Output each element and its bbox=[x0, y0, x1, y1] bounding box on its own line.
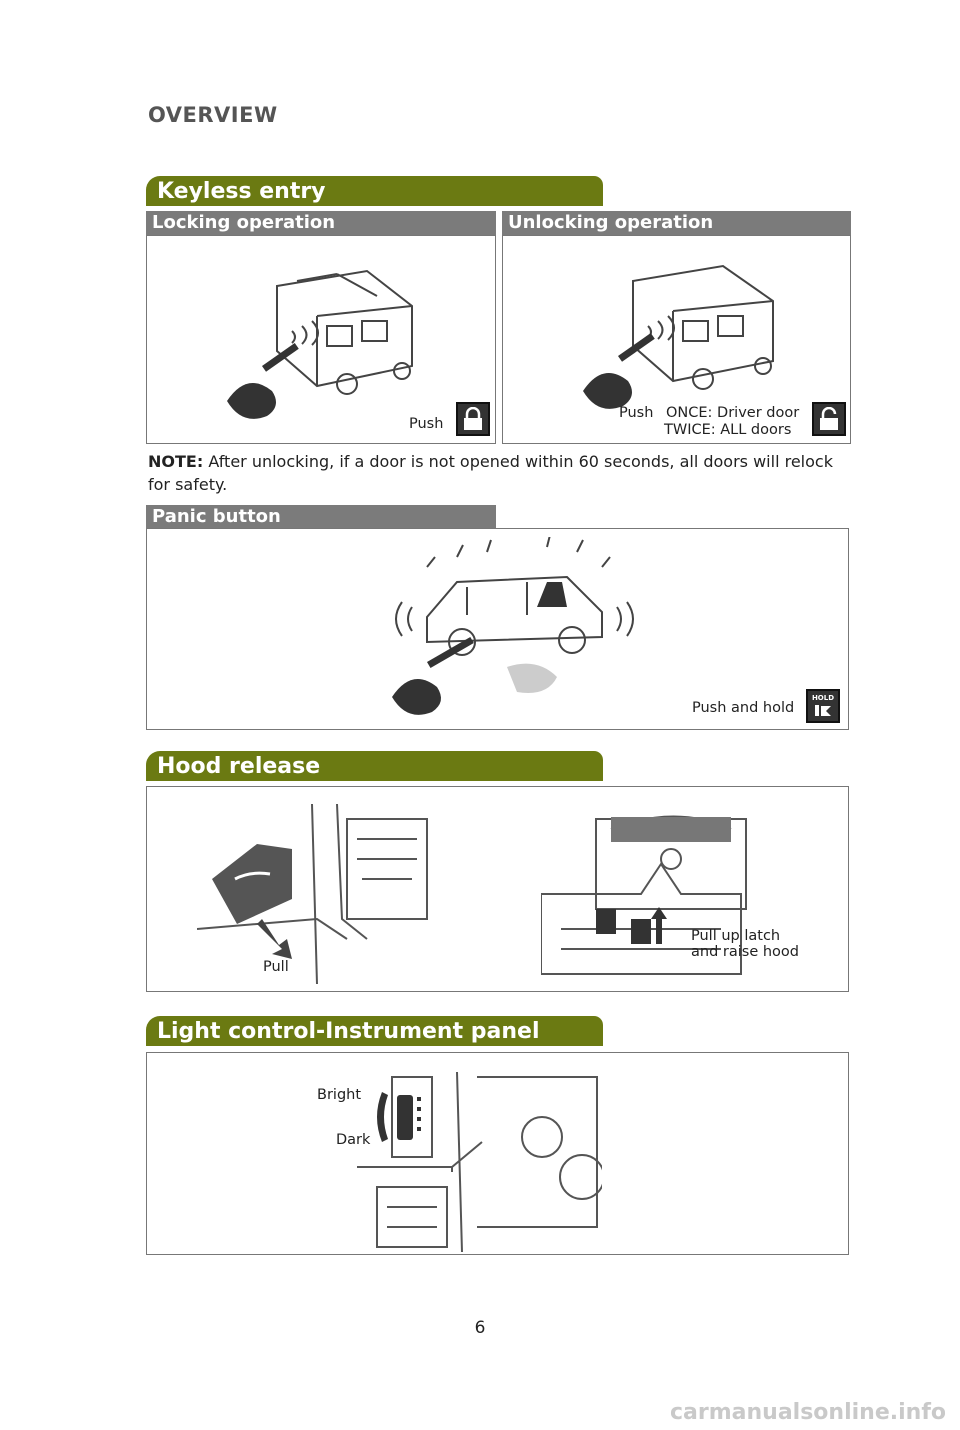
dimmer-dial-illustration bbox=[357, 1067, 602, 1252]
hood-latch-label-line1: Pull up latch bbox=[691, 928, 781, 944]
dark-label: Dark bbox=[336, 1132, 371, 1148]
hood-release-title: Hood release bbox=[146, 751, 603, 781]
unlocking-twice-label: TWICE: ALL doors bbox=[664, 422, 792, 438]
panic-button-panel bbox=[146, 528, 849, 730]
hood-release-panel bbox=[146, 786, 849, 992]
panic-push-and-hold-label: Push and hold bbox=[692, 700, 795, 716]
note-paragraph bbox=[148, 450, 848, 496]
section-header: OVERVIEW bbox=[148, 103, 278, 127]
light-control-title: Light control-Instrument panel bbox=[146, 1016, 603, 1046]
hood-pull-label: Pull bbox=[263, 959, 289, 975]
unlocking-operation-title: Unlocking operation bbox=[502, 211, 851, 235]
hood-latch-label-line2: and raise hood bbox=[691, 944, 799, 960]
suv-locking-illustration bbox=[217, 256, 417, 426]
unlock-button-icon bbox=[812, 402, 846, 436]
hold-button-label: HOLD bbox=[811, 694, 835, 702]
suv-unlocking-illustration bbox=[573, 251, 783, 421]
keyless-entry-title: Keyless entry bbox=[146, 176, 603, 206]
panic-button-title: Panic button bbox=[146, 505, 496, 529]
page-number: 6 bbox=[474, 1318, 486, 1338]
unlocking-push-label: Push bbox=[619, 405, 654, 421]
unlocking-operation-panel bbox=[502, 235, 851, 444]
bright-label: Bright bbox=[317, 1087, 362, 1103]
note-label: NOTE: bbox=[148, 452, 204, 471]
hold-button-icon bbox=[806, 689, 840, 723]
hood-lever-illustration bbox=[197, 799, 442, 984]
locking-operation-title: Locking operation bbox=[146, 211, 496, 235]
locking-operation-panel bbox=[146, 235, 496, 444]
watermark: carmanualsonline.info bbox=[670, 1400, 946, 1425]
locking-push-label: Push bbox=[409, 416, 444, 432]
unlocking-once-label: ONCE: Driver door bbox=[666, 405, 800, 421]
lock-button-icon bbox=[456, 402, 490, 436]
light-control-panel bbox=[146, 1052, 849, 1255]
panic-alarm-illustration bbox=[387, 537, 637, 727]
note-text: After unlocking, if a door is not opened within 60 seconds, all doors will relock for safety. bbox=[148, 452, 833, 494]
